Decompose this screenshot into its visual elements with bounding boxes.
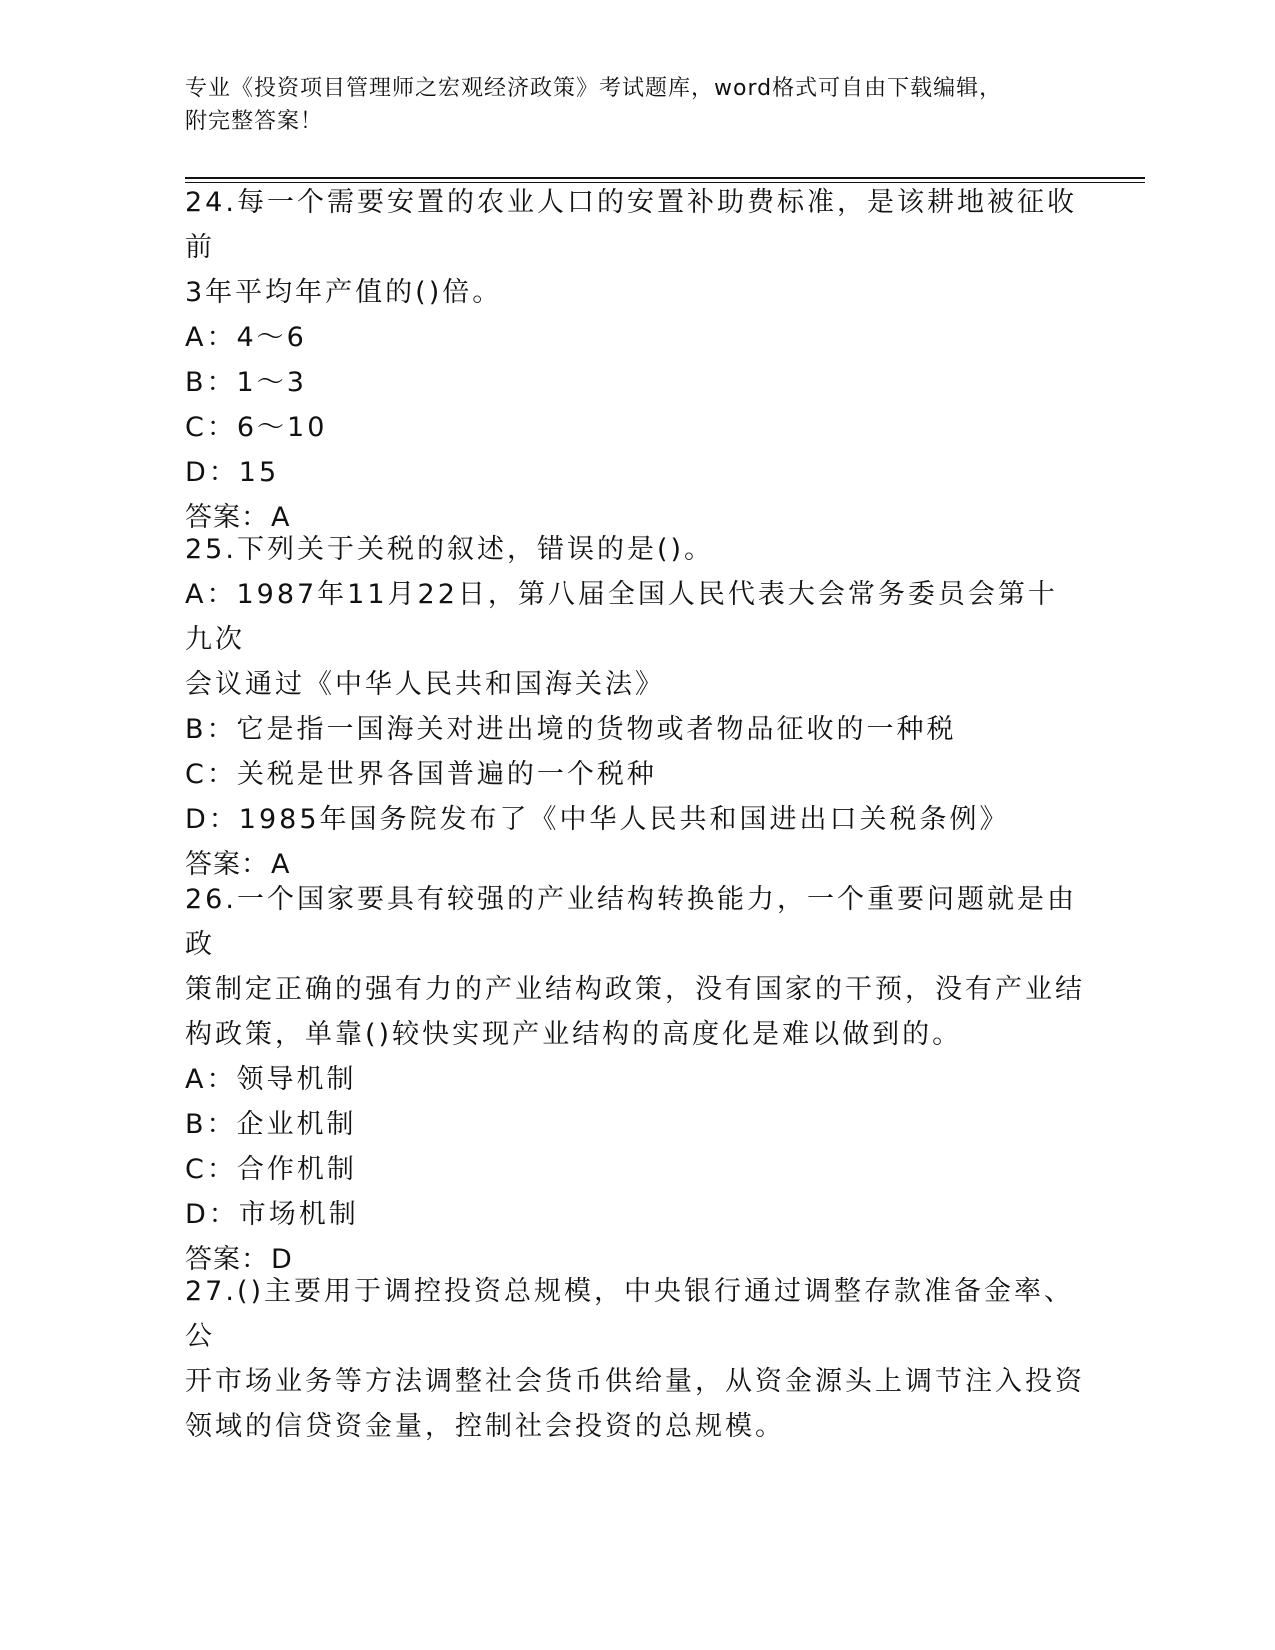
question-stem-line: 26.一个国家要具有较强的产业结构转换能力，一个重要问题就是由政	[185, 884, 1077, 960]
question-26	[185, 877, 1085, 1282]
question-25	[185, 527, 1085, 887]
option-a: A：1987年11月22日，第八届全国人民代表大会常务委员会第十九次	[185, 579, 1058, 655]
answer-value: A	[271, 502, 291, 533]
question-stem-line: 构政策，单靠()较快实现产业结构的高度化是难以做到的。	[185, 1019, 963, 1050]
answer-value: D	[271, 1244, 293, 1275]
question-27	[185, 1269, 1085, 1449]
option-b: B：企业机制	[185, 1109, 357, 1140]
option-d: D：15	[185, 457, 280, 488]
option-c: C：6～10	[185, 412, 328, 443]
option-d: D：1985年国务院发布了《中华人民共和国进出口关税条例》	[185, 804, 1010, 835]
option-b: B：它是指一国海关对进出境的货物或者物品征收的一种税	[185, 714, 957, 745]
header-line-1: 专业《投资项目管理师之宏观经济政策》考试题库，word格式可自由下载编辑，	[185, 76, 1003, 101]
option-a-continued: 会议通过《中华人民共和国海关法》	[185, 669, 665, 700]
question-stem-line: 24.每一个需要安置的农业人口的安置补助费标准，是该耕地被征收前	[185, 187, 1077, 263]
question-stem-line: 25.下列关于关税的叙述，错误的是()。	[185, 534, 715, 565]
option-c: C：合作机制	[185, 1154, 357, 1185]
option-a: A：4～6	[185, 322, 307, 353]
option-d: D：市场机制	[185, 1199, 359, 1230]
answer-label: 答案：	[185, 1244, 269, 1275]
question-stem-line: 3年平均年产值的()倍。	[185, 277, 503, 308]
question-stem-line: 策制定正确的强有力的产业结构政策，没有国家的干预，没有产业结	[185, 974, 1085, 1005]
question-24	[185, 180, 1085, 540]
option-c: C：关税是世界各国普遍的一个税种	[185, 759, 657, 790]
question-stem-line: 领域的信贷资金量，控制社会投资的总规模。	[185, 1411, 785, 1442]
document-header	[185, 72, 1085, 138]
option-b: B：1～3	[185, 367, 307, 398]
question-stem-line: 开市场业务等方法调整社会货币供给量，从资金源头上调节注入投资	[185, 1366, 1085, 1397]
header-line-2: 附完整答案！	[185, 109, 324, 134]
answer-label: 答案：	[185, 502, 269, 533]
option-a: A：领导机制	[185, 1064, 357, 1095]
question-stem-line: 27.()主要用于调控投资总规模，中央银行通过调整存款准备金率、公	[185, 1276, 1075, 1352]
header-divider-thick	[185, 177, 1145, 179]
answer-label: 答案：	[185, 849, 269, 880]
answer-value: A	[271, 849, 291, 880]
